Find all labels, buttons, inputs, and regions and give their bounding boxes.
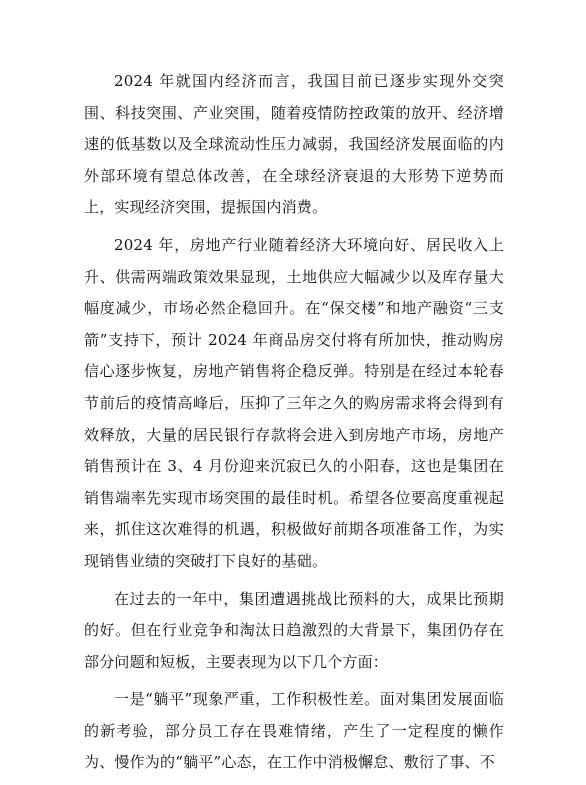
- paragraph-economy-outlook: 2024 年就国内经济而言，我国目前已逐步实现外交突围、科技突围、产业突围，随着疫情防控政策的放开、经济增速的低基数以及全球流动性压力减弱，我国经济发展面临的内外部环境有望总体改善，在全球经济衰退的大形势下逆势而上，实现经济突围，提振国内消费。: [84, 72, 504, 217]
- paragraph-real-estate-outlook: 2024 年，房地产行业随着经济大环境向好、居民收入上升、供需两端政策效果显现，土地供应大幅减少以及库存量大幅度减少，市场必然企稳回升。在“保交楼”和地产融资“三支箭”支持下，预计 2024 年商品房交付将有所加快，推动购房信心逐步恢复，房地产销售将企稳反弹。特别是在经过本轮春节前后的疫情高峰后，压抑了三年之久的购房需求将会得到有效释放，大量的居民银行存款将会进入到房地产市场，房地产销售预计在 3、4 月份迎来沉寂已久的小阳春，这也是集团在销售端率先实现市场突围的最佳时机。希望各位要高度重视起来，抓住这次难得的机遇，积极做好前期各项准备工作，为实现销售业绩的突破打下良好的基础。: [84, 235, 504, 570]
- document-page: [84, 66, 504, 785]
- paragraph-issue-one: 一是“躺平”现象严重，工作积极性差。面对集团发展面临的新考验，部分员工存在畏难情绪，产生了一定程度的懒作为、慢作为的“躺平”心态，在工作中消极懈怠、敷衍了事、不: [84, 690, 504, 772]
- paragraph-past-year-review: 在过去的一年中，集团遭遇挑战比预料的大，成果比预期的好。但在行业竞争和淘汰日趋激烈的大背景下，集团仍存在部分问题和短板，主要表现为以下几个方面：: [84, 589, 504, 671]
